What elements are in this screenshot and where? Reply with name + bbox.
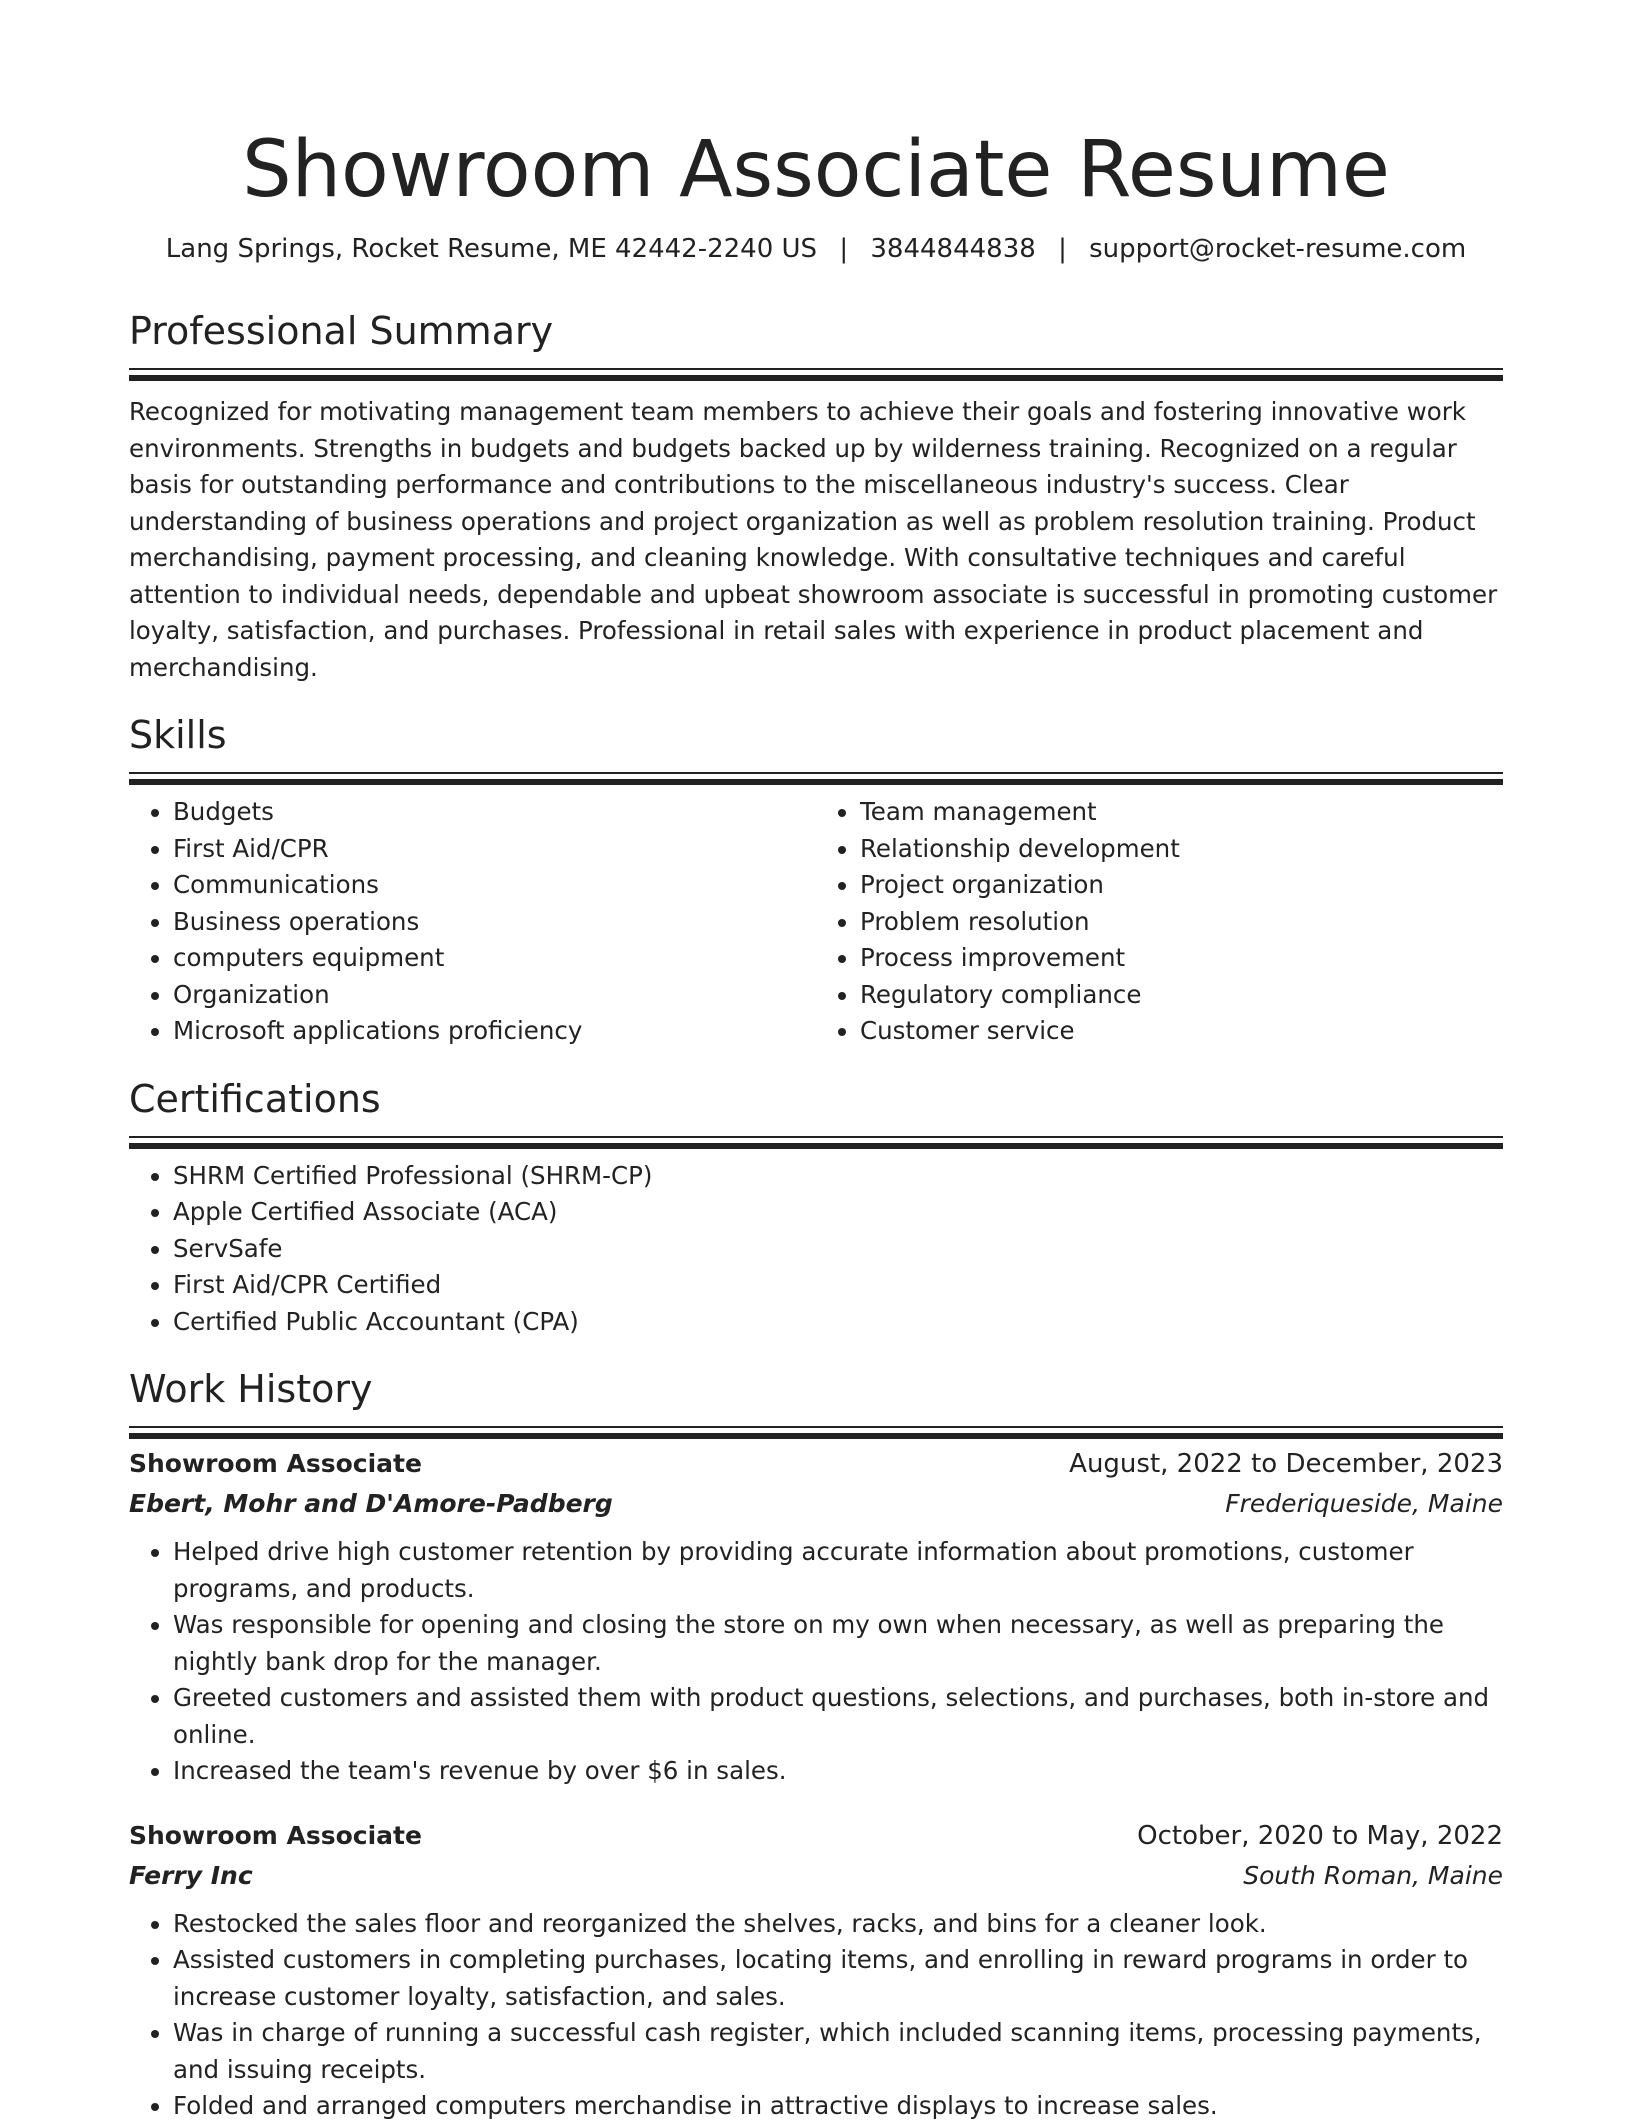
certification-item: • Apple Certified Associate (ACA) [173,1194,1503,1231]
certification-item: • Certified Public Accountant (CPA) [173,1304,1503,1341]
contact-separator: | [1058,234,1067,264]
job-location: Frederiqueside, Maine [1225,1489,1503,1518]
certification-item: • ServSafe [173,1231,1503,1268]
job-dates: August, 2022 to December, 2023 [1069,1449,1503,1479]
skills-list-right [816,794,1503,1050]
skill-item: • Team management [860,794,1503,831]
job-duty: • Folded and arranged computers merchandise in attractive displays to increase sales. [173,2088,1503,2125]
section-divider [129,772,1503,774]
job-subheader [129,1856,1503,1896]
skill-item: • Relationship development [860,831,1503,868]
job-duties [129,1534,1503,1790]
certifications-heading: Certifications [129,1076,381,1121]
section-divider [129,368,1503,370]
skill-item: • Problem resolution [860,904,1503,941]
job-entry [129,1816,1503,2125]
skill-item: • Project organization [860,867,1503,904]
job-duty: • Helped drive high customer retention by providing accurate information about promotions, customer programs, and products. [173,1534,1503,1607]
section-divider [129,1426,1503,1428]
job-duty: • Restocked the sales floor and reorganized the shelves, racks, and bins for a cleaner look. [173,1906,1503,1943]
job-duty: • Greeted customers and assisted them with product questions, selections, and purchases, both in-store and online. [173,1680,1503,1753]
job-header [129,1444,1503,1484]
skills-list-left [129,794,816,1050]
page-title: Showroom Associate Resume [242,125,1390,215]
job-subheader [129,1484,1503,1524]
summary-section [129,306,1503,686]
job-duty: • Increased the team's revenue by over $6 in sales. [173,1753,1503,1790]
phone-number: 3844844838 [870,234,1036,264]
job-company: Ferry Inc [129,1860,253,1890]
skill-item: • Regulatory compliance [860,977,1503,1014]
job-title: Showroom Associate [129,1820,422,1850]
certification-item: • First Aid/CPR Certified [173,1267,1503,1304]
skill-item: • Business operations [173,904,816,941]
contact-line [129,232,1503,266]
skill-item: • Customer service [860,1013,1503,1050]
certification-item: • SHRM Certified Professional (SHRM-CP) [173,1158,1503,1195]
job-location: South Roman, Maine [1243,1860,1503,1890]
skills-section [129,710,1503,1050]
job-duties [129,1906,1503,2125]
work-history-section [129,1364,1503,2125]
job-duty: • Assisted customers in completing purchases, locating items, and enrolling in reward programs in order to increase customer loyalty, satisfaction, and sales. [173,1942,1503,2015]
section-divider [129,1136,1503,1138]
job-title: Showroom Associate [129,1449,422,1478]
skills-grid [129,794,1503,1050]
job-company: Ebert, Mohr and D'Amore-Padberg [129,1489,613,1518]
skill-item: • Process improvement [860,940,1503,977]
address: Lang Springs, Rocket Resume, ME 42442-2240 US [165,234,818,264]
certifications-list [129,1158,1503,1341]
skills-heading: Skills [129,713,227,757]
work-history-heading: Work History [129,1367,373,1411]
skill-item: • Budgets [173,794,816,831]
job-duty: • Was in charge of running a successful cash register, which included scanning items, processing payments, and issuing receipts. [173,2015,1503,2088]
job-header [129,1816,1503,1856]
summary-heading: Professional Summary [129,309,554,353]
job-dates: October, 2020 to May, 2022 [1137,1820,1503,1851]
certifications-section [129,1074,1503,1341]
skill-item: • computers equipment [173,940,816,977]
skill-item: • Communications [173,867,816,904]
job-entry [129,1444,1503,1790]
contact-separator: | [839,234,849,264]
skill-item: • Microsoft applications proficiency [173,1013,816,1050]
skill-item: • First Aid/CPR [173,831,816,868]
job-duty: • Was responsible for opening and closing the store on my own when necessary, as well as preparing the nightly bank drop for the manager. [173,1607,1503,1680]
skill-item: • Organization [173,977,816,1014]
summary-text: Recognized for motivating management team members to achieve their goals and fostering innovative work environments. Strengths in budgets and budgets backed up by wilderness training. Recognized on a regular basis for outstanding performance and contributions to the miscellaneous industry's success. Clear understanding of business operations and project organization as well as problem resolution training. Product merchandising, payment processing, and cleaning knowledge. With consultative techniques and careful attention to individual needs, dependable and upbeat showroom associate is successful in promoting customer loyalty, satisfaction, and purchases. Professional in retail sales with experience in product placement and merchandising. [129,397,1498,682]
email-address: support@rocket-resume.com [1089,234,1467,264]
